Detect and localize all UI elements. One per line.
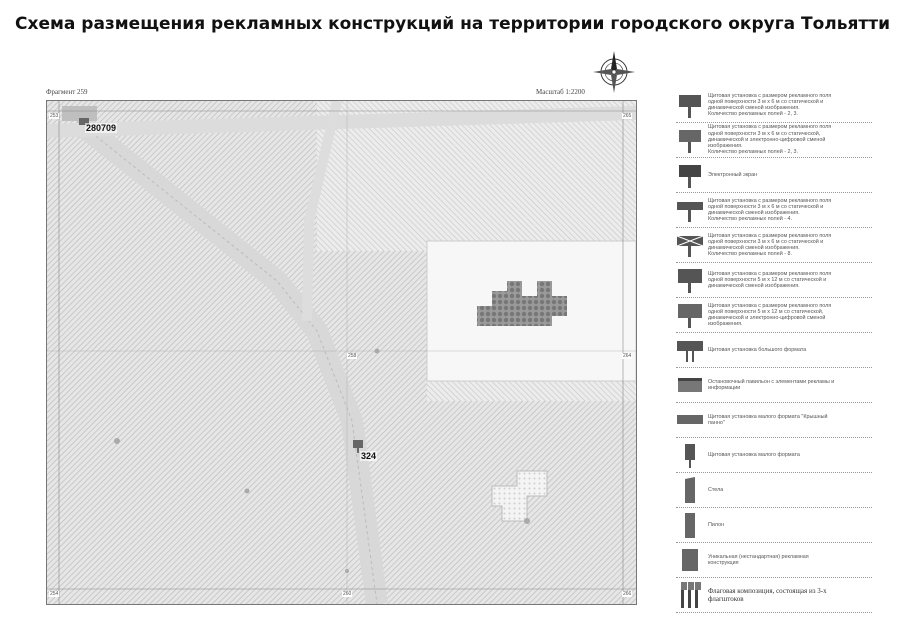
legend-item [676,263,872,298]
legend-item-label: Щитовая установка с размером рекламного поля одной поверхности 3 м х 6 м со статической и динамической сменой изображения. Количество рекламных полей - 8. [708,232,832,258]
legend-item-label: Щитовая установка с размером рекламного поля одной поверхности 3 м х 6 м со статической, динамической и электронно-цифровой сменой изображения. Количество рекламных полей - 2, 3. [708,124,832,156]
legend-item [676,123,872,158]
legend-item [676,473,872,508]
small-billboard-icon [676,405,704,435]
fragment-label: Фрагмент 259 [46,88,88,96]
legend-item-label: Щитовая установка большого формата [708,346,807,353]
grid-label: 260 [343,591,352,597]
billboard-large-digital-icon [676,300,704,330]
map-viewport[interactable] [46,100,637,605]
flag-composition-icon [676,580,704,610]
stele-icon [676,475,704,505]
grid-label: 266 [623,591,632,597]
legend-item-label: Стела [708,486,724,493]
pin-label-280709[interactable]: 280709 [86,123,117,133]
legend-item-label: Щитовая установка с размером рекламного поля одной поверхности 3 м х 6 м со статической и динамической сменой изображения. Количество рекламных полей - 2, 3. [708,92,832,118]
legend-item [676,298,872,333]
legend-item-label: Уникальная (нестандартная) рекламная конструкция [708,553,809,566]
pylon-icon [676,510,704,540]
legend-item [676,578,872,613]
billboard-eight-icon [676,230,704,260]
legend-item-label: Щитовая установка с размером рекламного поля одной поверхности 5 м х 12 м со статической и динамической сменой изображения. [708,270,832,290]
pin-label-324[interactable]: 324 [361,451,377,461]
billboard-four-icon [676,195,704,225]
grid-label: 264 [623,353,632,359]
legend-item-label: Щитовая установка малого формата "Крышный панно" [708,413,828,426]
map-canvas [47,101,636,604]
small-format-icon [676,440,704,470]
compass-rose-icon [592,50,636,94]
legend-item-label: Пилон [708,521,725,528]
legend-item-label: Флаговая композиция, состоящая из 3-х флагштоков [708,587,827,603]
billboard-large-icon [676,265,704,295]
legend-item [676,508,872,543]
legend-item [676,228,872,263]
legend-item [676,368,872,403]
legend-item [676,88,872,123]
electronic-screen-icon [676,160,704,190]
pin-324-icon [353,440,363,448]
legend-item [676,543,872,578]
legend-item [676,333,872,368]
legend-item-label: Электронный экран [708,171,758,178]
grid-label: 253 [50,113,59,119]
legend-item-label: Остановочный павильон с элементами рекламы и информации [708,378,835,391]
grid-label: 258 [348,353,357,359]
billboard-digital-icon [676,125,704,155]
grid-label: 254 [50,591,59,597]
grid-label: 265 [623,113,632,119]
legend-item [676,158,872,193]
page-title: Схема размещения рекламных конструкций на территории городского округа Тольятти [15,14,890,34]
unique-structure-icon [676,545,704,575]
bus-stop-icon [676,370,704,400]
legend-item [676,438,872,473]
scale-label: Масштаб 1:2200 [536,88,585,96]
legend-item [676,403,872,438]
legend-item-label: Щитовая установка малого формата [708,451,800,458]
legend-item [676,193,872,228]
legend-item-label: Щитовая установка с размером рекламного поля одной поверхности 5 м х 12 м со статической, динамической и электронно-цифровой сменой изображения. [708,302,832,328]
billboard-single-icon [676,90,704,120]
legend-panel [676,88,872,610]
billboard-big-format-icon [676,335,704,365]
legend-item-label: Щитовая установка с размером рекламного поля одной поверхности 3 м х 6 м со статической и динамической сменой изображения. Количество рекламных полей - 4. [708,197,832,223]
